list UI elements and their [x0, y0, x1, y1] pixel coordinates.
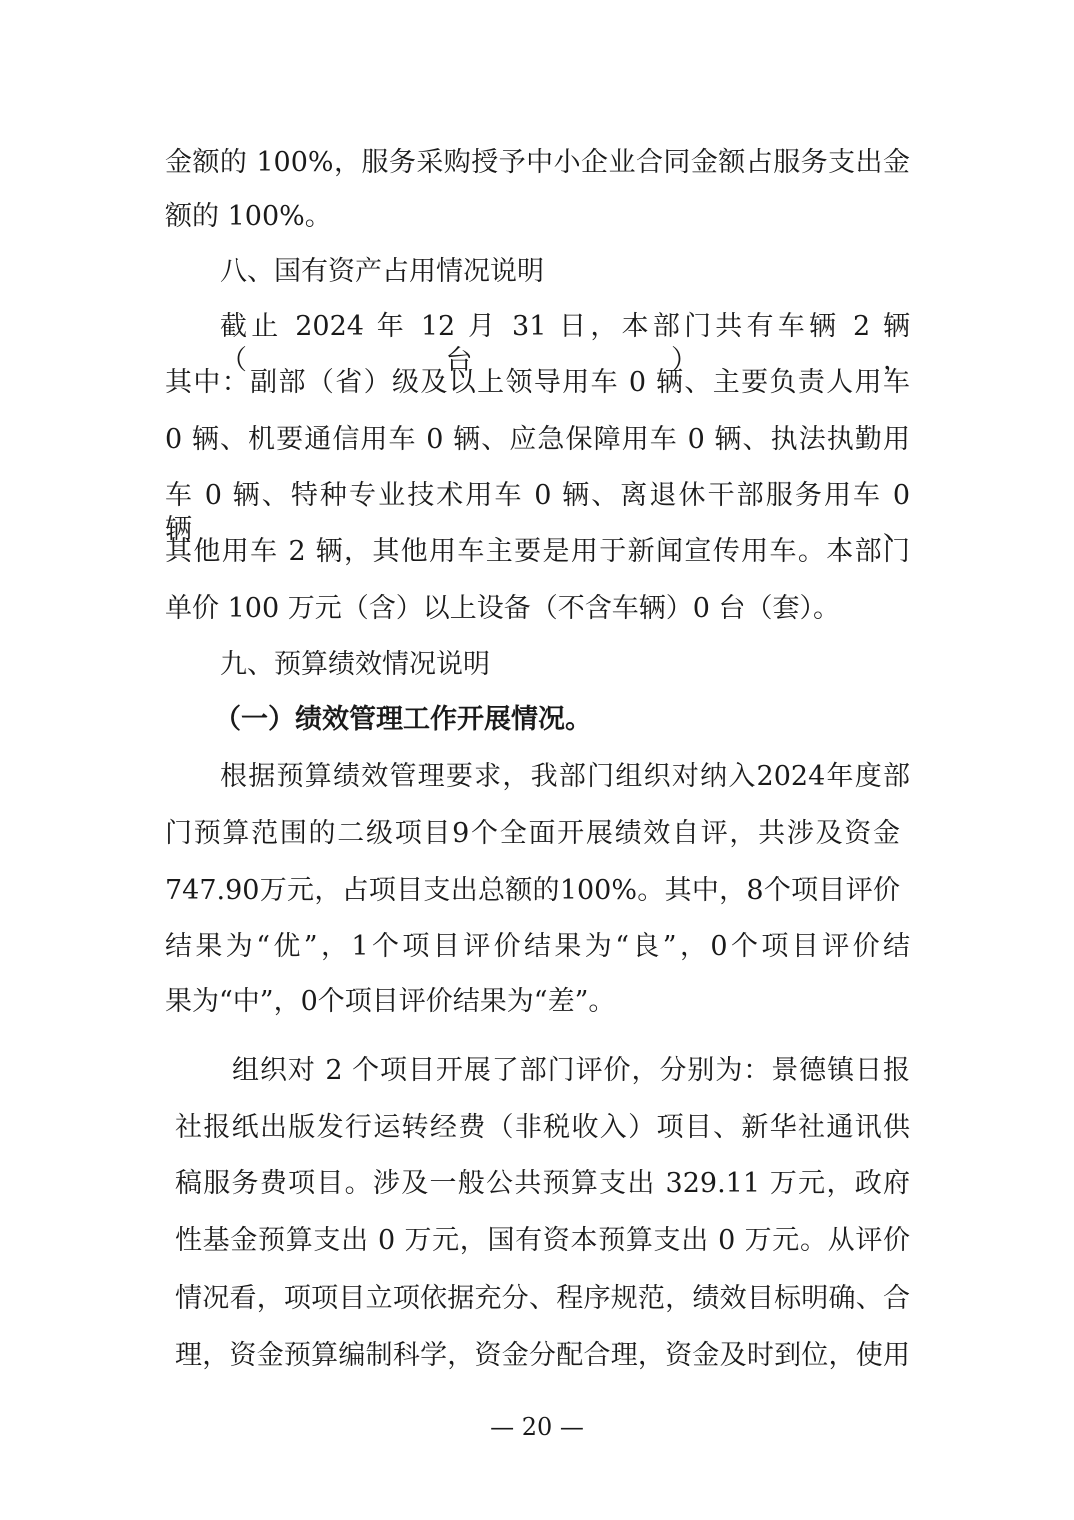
paragraph-line: 单价 100 万元（含）以上设备（不含车辆）0 台（套）。	[165, 593, 840, 624]
paragraph-line: 门预算范围的二级项目9个全面开展绩效自评，共涉及资金	[165, 818, 900, 849]
subsection-heading: （一）绩效管理工作开展情况。	[214, 704, 592, 735]
paragraph-line: 747.90万元，占项目支出总额的100%。其中，8个项目评价	[165, 875, 900, 906]
paragraph-line: 社报纸出版发行运转经费（非税收入）项目、新华社通讯供	[175, 1112, 910, 1143]
paragraph-line: 0 辆、机要通信用车 0 辆、应急保障用车 0 辆、执法执勤用	[165, 424, 910, 455]
paragraph-line: 根据预算绩效管理要求，我部门组织对纳入2024年度部	[220, 761, 910, 792]
paragraph-line: 果为“中”，0个项目评价结果为“差”。	[165, 986, 616, 1017]
paragraph-line: 其中：副部（省）级及以上领导用车 0 辆、主要负责人用车	[165, 367, 910, 398]
section-heading-9: 九、预算绩效情况说明	[220, 649, 490, 680]
section-heading-8: 八、国有资产占用情况说明	[220, 256, 544, 287]
paragraph-line: 车 0 辆、特种专业技术用车 0 辆、离退休干部服务用车 0 辆、	[165, 480, 910, 545]
paragraph-line: 金额的 100%，服务采购授予中小企业合同金额占服务支出金	[165, 147, 910, 178]
paragraph-line: 情况看，项项目立项依据充分、程序规范，绩效目标明确、合	[175, 1283, 910, 1314]
paragraph-line: 截止 2024 年 12 月 31 日，本部门共有车辆 2 辆（台），	[220, 311, 910, 376]
page-number: — 20 —	[490, 1413, 584, 1441]
paragraph-line: 额的 100%。	[165, 201, 332, 232]
paragraph-line: 理，资金预算编制科学，资金分配合理，资金及时到位，使用	[175, 1340, 910, 1371]
paragraph-line: 其他用车 2 辆，其他用车主要是用于新闻宣传用车。本部门	[165, 536, 910, 567]
paragraph-line: 稿服务费项目。涉及一般公共预算支出 329.11 万元，政府	[175, 1168, 910, 1199]
paragraph-line: 结果为“优”，1个项目评价结果为“良”，0个项目评价结	[165, 931, 910, 962]
paragraph-line: 组织对 2 个项目开展了部门评价，分别为：景德镇日报	[232, 1055, 910, 1086]
paragraph-line: 性基金预算支出 0 万元，国有资本预算支出 0 万元。从评价	[175, 1225, 910, 1256]
